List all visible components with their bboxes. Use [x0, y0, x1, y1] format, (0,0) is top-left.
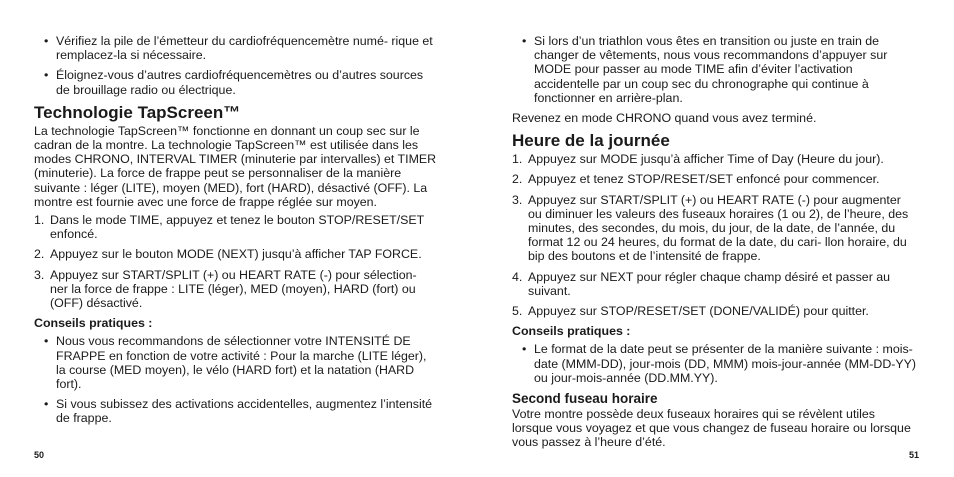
step-text: Appuyez sur START/SPLIT (+) ou HEART RATE (-) pour sélection- ner la force de frappe : LITE (léger), MED (moyen), HARD (fort) ou (OFF) désactivé.	[50, 267, 417, 311]
right-tips	[512, 342, 918, 385]
list-item: • Éloignez-vous d’autres cardiofréquencemètres ou d’autres sources de brouillage radio ou électrique.	[34, 68, 438, 96]
step-text: Appuyez et tenez STOP/RESET/SET enfoncé pour commencer.	[528, 172, 880, 187]
right-page	[512, 34, 918, 454]
section-heading-time-of-day: Heure de la journée	[512, 131, 670, 151]
tapscreen-steps	[34, 213, 438, 310]
step-number: 2.	[512, 172, 523, 187]
list-item: • Le format de la date peut se présenter de la manière suivante : mois-date (MMM-DD), jour-mois (DD, MMM) mois-jour-année (MM-DD-YY) ou jour-mois-année (DD.MM.YY).	[512, 342, 918, 385]
step-number: 4.	[512, 269, 523, 284]
subheading-second-timezone: Second fuseau horaire	[512, 391, 658, 407]
page-number-left: 50	[34, 450, 45, 460]
step-item	[34, 268, 438, 311]
step-text: Appuyez sur NEXT pour régler chaque champ désiré et passer au suivant.	[528, 269, 891, 298]
step-text: Dans le mode TIME, appuyez et tenez le bouton STOP/RESET/SET enfoncé.	[50, 213, 424, 242]
time-of-day-steps	[512, 152, 918, 318]
page-number-right: 51	[909, 450, 920, 460]
list-item: • Si lors d’un triathlon vous êtes en transition ou juste en train de changer de vêtements, nous vous recommandons d’appuyer sur MODE pour passer au mode TIME afin d’éviter l’activation accidentelle par un coup sec du chronographe qui continue à fonctionner en arrière-plan.	[512, 34, 918, 105]
step-item	[512, 304, 918, 318]
step-number: 1.	[34, 213, 45, 228]
chrono-note: Revenez en mode CHRONO quand vous avez terminé.	[512, 111, 817, 126]
step-number: 3.	[34, 267, 45, 282]
step-text: Appuyez sur STOP/RESET/SET (DONE/VALIDÉ) pour quitter.	[528, 304, 869, 319]
section-heading-tapscreen: Technologie TapScreen™	[34, 102, 241, 122]
step-text: Appuyez sur le bouton MODE (NEXT) jusqu’à afficher TAP FORCE.	[50, 247, 422, 262]
step-text: Appuyez sur START/SPLIT (+) ou HEART RATE (-) pour augmenter ou diminuer les valeurs des fuseaux horaires (1 ou 2), de l’heure, des minutes, des secondes, du mois, du jour, de la date, de l’année, du format 12 ou 24 heures, du format de la date, du cari- llon horaire, du bip des boutons et de l’intensité de frappe.	[528, 192, 909, 264]
list-item: • Vérifiez la pile de l’émetteur du cardiofréquencemètre numé- rique et remplacez-la si nécessaire.	[34, 34, 438, 62]
left-top-bullets	[34, 34, 438, 97]
step-item	[512, 172, 918, 186]
tips-label: Conseils pratiques :	[512, 324, 631, 339]
list-item: • Si vous subissez des activations accidentelles, augmentez l’intensité de frappe.	[34, 397, 438, 425]
tips-label: Conseils pratiques :	[34, 316, 153, 331]
step-text: Appuyez sur MODE jusqu’à afficher Time of Day (Heure du jour).	[528, 152, 884, 167]
second-timezone-text: Votre montre possède deux fuseaux horaires qui se révèlent utiles lorsque vous voyagez et que vous changez de fuseau horaire ou lorsque vous passez à l’heure d’été.	[512, 407, 911, 450]
left-page	[34, 34, 438, 432]
step-item	[512, 270, 918, 298]
step-item	[34, 213, 438, 241]
left-tips	[34, 334, 438, 425]
step-item	[512, 152, 918, 166]
step-number: 2.	[34, 247, 45, 262]
step-item	[512, 193, 918, 264]
right-top-bullets	[512, 34, 918, 105]
tapscreen-intro: La technologie TapScreen™ fonctionne en donnant un coup sec sur le cadran de la montre. La technologie TapScreen™ est utilisée dans les modes CHRONO, INTERVAL TIMER (minuterie par intervalles) et TIMER (minuterie). La force de frappe peut se personnaliser de la manière suivante : léger (LITE), moyen (MED), fort (HARD), désactivé (OFF). La montre est fournie avec une force de frappe réglée sur moyen.	[34, 123, 437, 209]
step-number: 3.	[512, 192, 523, 207]
step-number: 5.	[512, 304, 523, 319]
step-number: 1.	[512, 152, 523, 167]
step-item	[34, 247, 438, 261]
list-item: • Nous vous recommandons de sélectionner votre INTENSITÉ DE FRAPPE en fonction de votre activité : Pour la marche (LITE léger), la course (MED moyen), le vélo (HARD fort) et la natation (HARD fort).	[34, 334, 438, 391]
